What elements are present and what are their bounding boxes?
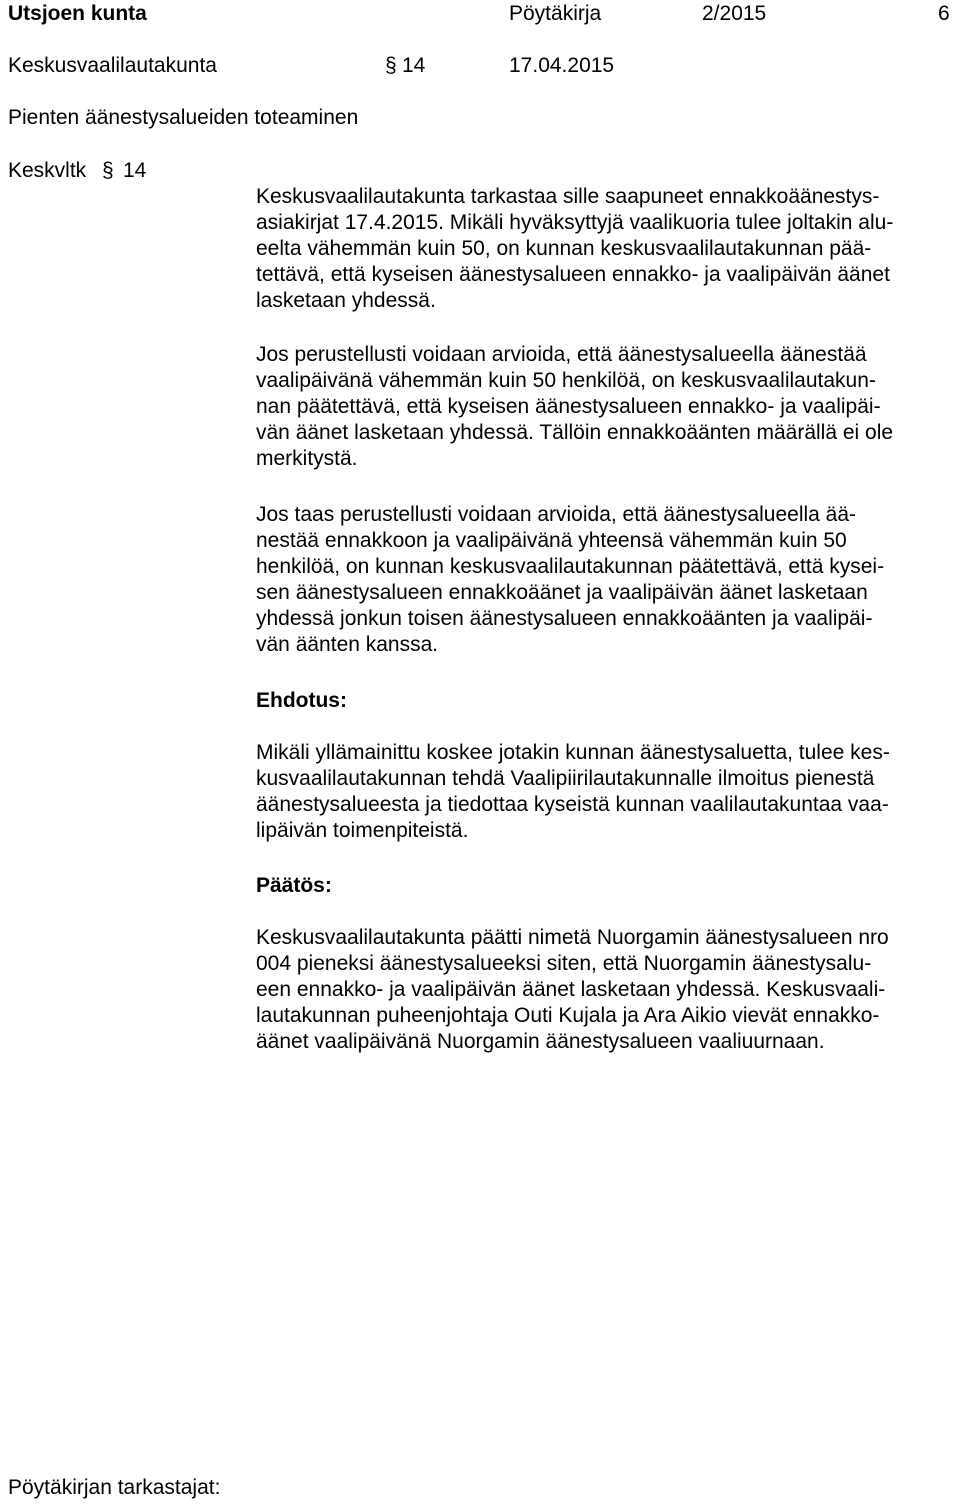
- text-line: Jos taas perustellusti voidaan arvioida, että äänestysalueella ää-: [256, 503, 857, 526]
- reference-number: 14: [123, 159, 147, 182]
- decision-text: [256, 925, 960, 1055]
- text-line: merkitystä.: [256, 447, 358, 470]
- text-line: nan päätettävä, että kyseisen äänestysalueen ennakko- ja vaalipäi-: [256, 395, 881, 418]
- item-title: Pienten äänestysalueiden toteaminen: [8, 106, 359, 129]
- body-name: Keskusvaalilautakunta: [8, 54, 217, 77]
- reference-label: Keskvltk: [8, 159, 87, 182]
- text-line: Keskusvaalilautakunta tarkastaa sille saapuneet ennakkoäänestys-: [256, 185, 880, 208]
- reviewers-label: Pöytäkirjan tarkastajat:: [8, 1476, 221, 1499]
- text-line: eelta vähemmän kuin 50, on kunnan keskusvaalilautakunnan pää-: [256, 237, 872, 260]
- text-line: een ennakko- ja vaalipäivän äänet lasketaan yhdessä. Keskusvaali-: [256, 978, 886, 1001]
- text-line: äänet vaalipäivänä Nuorgamin äänestysalueen vaaliuurnaan.: [256, 1030, 825, 1053]
- proposal-heading: Ehdotus:: [256, 689, 347, 712]
- section-symbol: §: [385, 54, 397, 77]
- text-line: 004 pieneksi äänestysalueeksi siten, että Nuorgamin äänestysalu-: [256, 952, 872, 975]
- text-line: yhdessä jonkun toisen äänestysalueen ennakkoäänten ja vaalipäi-: [256, 607, 873, 630]
- section-number: 14: [402, 54, 426, 77]
- text-line: vän äänten kanssa.: [256, 633, 439, 656]
- text-line: Jos perustellusti voidaan arvioida, että äänestysalueella äänestää: [256, 343, 867, 366]
- municipality-name: Utsjoen kunta: [8, 2, 147, 25]
- meeting-date: 17.04.2015: [509, 54, 615, 77]
- text-line: äänestysalueesta ja tiedottaa kyseistä kunnan vaalilautakuntaa vaa-: [256, 793, 889, 816]
- page-number: 6: [938, 2, 950, 25]
- paragraph-2: [256, 342, 960, 472]
- decision-heading: Päätös:: [256, 874, 332, 897]
- text-line: lasketaan yhdessä.: [256, 289, 436, 312]
- text-line: Mikäli yllämainittu koskee jotakin kunnan äänestysaluetta, tulee kes-: [256, 741, 890, 764]
- text-line: kusvaalilautakunnan tehdä Vaalipiirilautakunnalle ilmoitus pienestä: [256, 767, 875, 790]
- text-line: nestää ennakkoon ja vaalipäivänä yhteensä vähemmän kuin 50: [256, 529, 847, 552]
- paragraph-1: [256, 184, 960, 314]
- text-line: lipäivän toimenpiteistä.: [256, 819, 469, 842]
- paragraph-3: [256, 502, 960, 658]
- text-line: asiakirjat 17.4.2015. Mikäli hyväksyttyjä vaalikuoria tulee joltakin alu-: [256, 211, 894, 234]
- document-type: Pöytäkirja: [509, 2, 602, 25]
- proposal-text: [256, 740, 960, 844]
- text-line: Keskusvaalilautakunta päätti nimetä Nuorgamin äänestysalueen nro: [256, 926, 889, 949]
- text-line: tettävä, että kyseisen äänestysalueen ennakko- ja vaalipäivän äänet: [256, 263, 890, 286]
- document-number: 2/2015: [702, 2, 767, 25]
- text-line: lautakunnan puheenjohtaja Outi Kujala ja Ara Aikio vievät ennakko-: [256, 1004, 880, 1027]
- text-line: vän äänet lasketaan yhdessä. Tällöin ennakkoäänten määrällä ei ole: [256, 421, 894, 444]
- text-line: sen äänestysalueen ennakkoäänet ja vaalipäivän äänet lasketaan: [256, 581, 868, 604]
- reference-section-symbol: §: [102, 159, 114, 182]
- text-line: henkilöä, on kunnan keskusvaalilautakunnan päätettävä, että kysei-: [256, 555, 885, 578]
- text-line: vaalipäivänä vähemmän kuin 50 henkilöä, on keskusvaalilautakun-: [256, 369, 876, 392]
